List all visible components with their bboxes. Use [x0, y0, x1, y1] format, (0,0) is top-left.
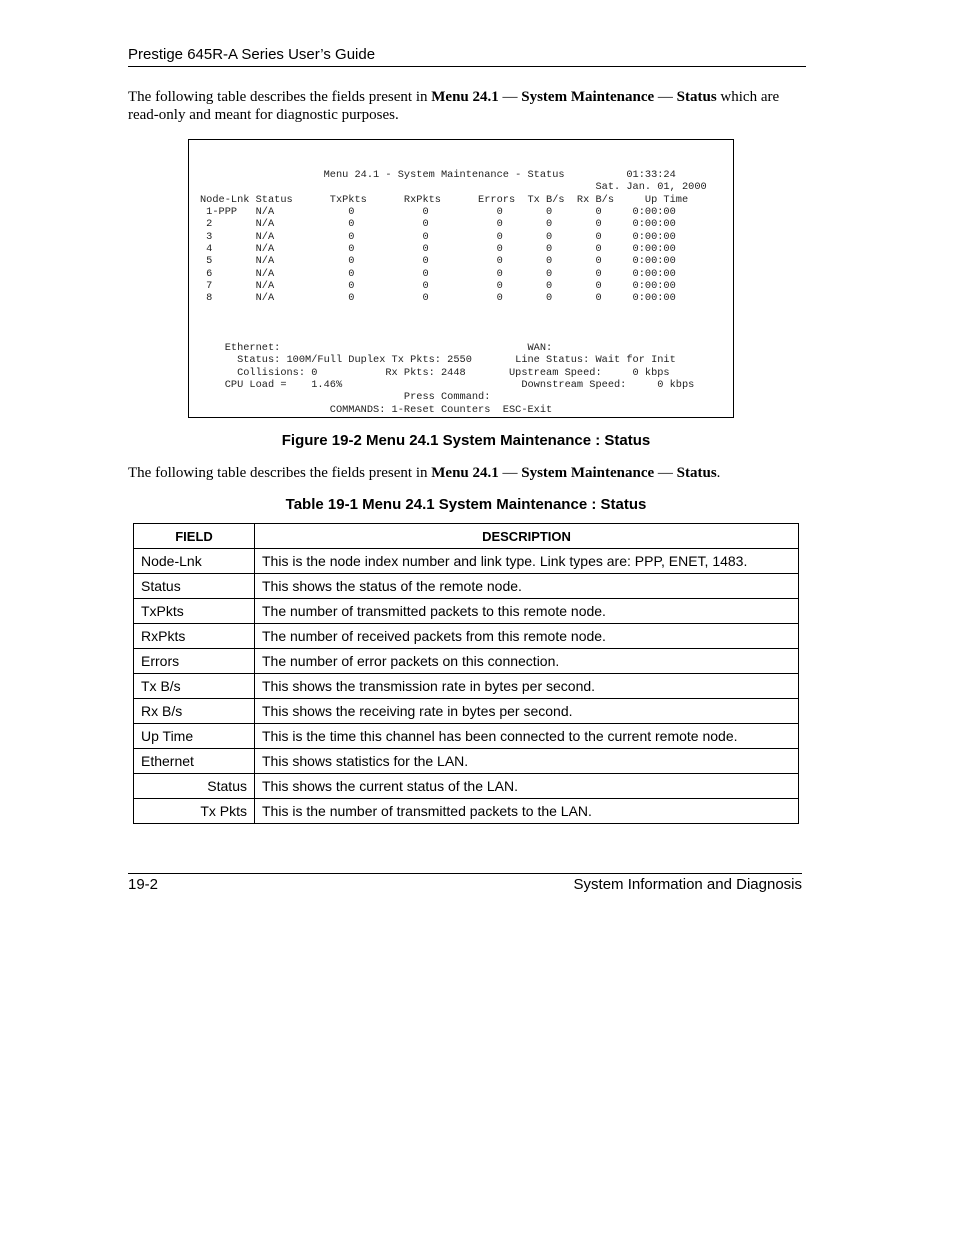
table-row [134, 599, 799, 624]
description-cell: This is the time this channel has been connected to the current remote node. [255, 724, 799, 749]
field-cell: Ethernet [134, 749, 255, 774]
page-footer [128, 873, 802, 893]
field-cell: Up Time [134, 724, 255, 749]
table-row [134, 749, 799, 774]
field-cell: Rx B/s [134, 699, 255, 724]
terminal-line: 1-PPP N/A 0 0 0 0 0 0:00:00 [200, 206, 676, 219]
terminal-line: Press Command: [200, 391, 491, 404]
table-row [134, 649, 799, 674]
header-title: Prestige 645R-A Series User’s Guide [128, 46, 376, 63]
description-cell: This shows the receiving rate in bytes per second. [255, 699, 799, 724]
intro-paragraph: The following table describes the fields present in Menu 24.1 — System Maintenance — Status which are read-only and meant for diagnostic purposes. [128, 89, 780, 123]
page-header [128, 46, 806, 67]
figure-caption: Figure 19-2 Menu 24.1 System Maintenance : Status [281, 432, 651, 449]
terminal-line: 4 N/A 0 0 0 0 0 0:00:00 [200, 243, 676, 256]
description-cell: This shows the status of the remote node. [255, 574, 799, 599]
terminal-line: Node-Lnk Status TxPkts RxPkts Errors Tx B/s Rx B/s Up Time [200, 193, 689, 206]
table-row [134, 624, 799, 649]
description-cell: The number of error packets on this connection. [255, 649, 799, 674]
item-ref: Status [676, 89, 717, 105]
terminal-line: Ethernet: WAN: [200, 341, 553, 354]
description-cell: This shows statistics for the LAN. [255, 749, 799, 774]
terminal-line: 8 N/A 0 0 0 0 0 0:00:00 [200, 292, 676, 305]
header-description: DESCRIPTION [255, 524, 799, 549]
terminal-line: 6 N/A 0 0 0 0 0 0:00:00 [200, 267, 676, 280]
chapter-title: System Information and Diagnosis [573, 876, 802, 893]
terminal-line: CPU Load = 1.46% Downstream Speed: 0 kbps [200, 378, 695, 391]
field-cell: Status [134, 574, 255, 599]
field-cell: Node-Lnk [134, 549, 255, 574]
terminal-line: Status: 100M/Full Duplex Tx Pkts: 2550 Line Status: Wait for Init [200, 354, 676, 367]
field-cell: TxPkts [134, 599, 255, 624]
terminal-line: Menu 24.1 - System Maintenance - Status 01:33:24 [200, 169, 676, 181]
table-row [134, 549, 799, 574]
menu-ref-2: Menu 24.1 [431, 465, 499, 481]
table-row [134, 774, 799, 799]
description-cell: This shows the current status of the LAN. [255, 774, 799, 799]
table-row [134, 799, 799, 824]
terminal-line: 3 N/A 0 0 0 0 0 0:00:00 [200, 230, 676, 243]
item-ref-2: Status [676, 465, 717, 481]
menu-ref: Menu 24.1 [431, 89, 499, 105]
table-caption: Table 19-1 Menu 24.1 System Maintenance : Status [285, 496, 647, 513]
section-ref-2: System Maintenance [521, 465, 655, 481]
terminal-screenshot [188, 139, 734, 418]
terminal-line: 2 N/A 0 0 0 0 0 0:00:00 [200, 218, 676, 231]
terminal-line: 5 N/A 0 0 0 0 0 0:00:00 [200, 255, 676, 268]
terminal-line: Collisions: 0 Rx Pkts: 2448 Upstream Speed: 0 kbps [200, 366, 670, 379]
description-cell: This is the number of transmitted packets to the LAN. [255, 799, 799, 824]
table-row [134, 674, 799, 699]
field-cell: Errors [134, 649, 255, 674]
field-cell: Status [134, 774, 255, 799]
table-header-row [134, 524, 799, 549]
description-cell: The number of transmitted packets to this remote node. [255, 599, 799, 624]
section-ref: System Maintenance [521, 89, 655, 105]
description-cell: The number of received packets from this remote node. [255, 624, 799, 649]
table-row [134, 574, 799, 599]
terminal-line: 7 N/A 0 0 0 0 0 0:00:00 [200, 280, 676, 293]
page-number: 19-2 [128, 876, 159, 893]
description-cell: This is the node index number and link type. Link types are: PPP, ENET, 1483. [255, 549, 799, 574]
terminal-text [200, 169, 707, 416]
description-cell: This shows the transmission rate in bytes per second. [255, 674, 799, 699]
field-cell: Tx B/s [134, 674, 255, 699]
header-field: FIELD [134, 524, 255, 549]
field-description-table [133, 523, 799, 824]
terminal-line: Sat. Jan. 01, 2000 [200, 181, 707, 194]
field-cell: Tx Pkts [134, 799, 255, 824]
field-cell: RxPkts [134, 624, 255, 649]
table-row [134, 724, 799, 749]
terminal-line: COMMANDS: 1-Reset Counters ESC-Exit [200, 403, 553, 416]
table-row [134, 699, 799, 724]
intro2-paragraph: The following table describes the fields present in Menu 24.1 — System Maintenance — Status. [128, 465, 721, 481]
